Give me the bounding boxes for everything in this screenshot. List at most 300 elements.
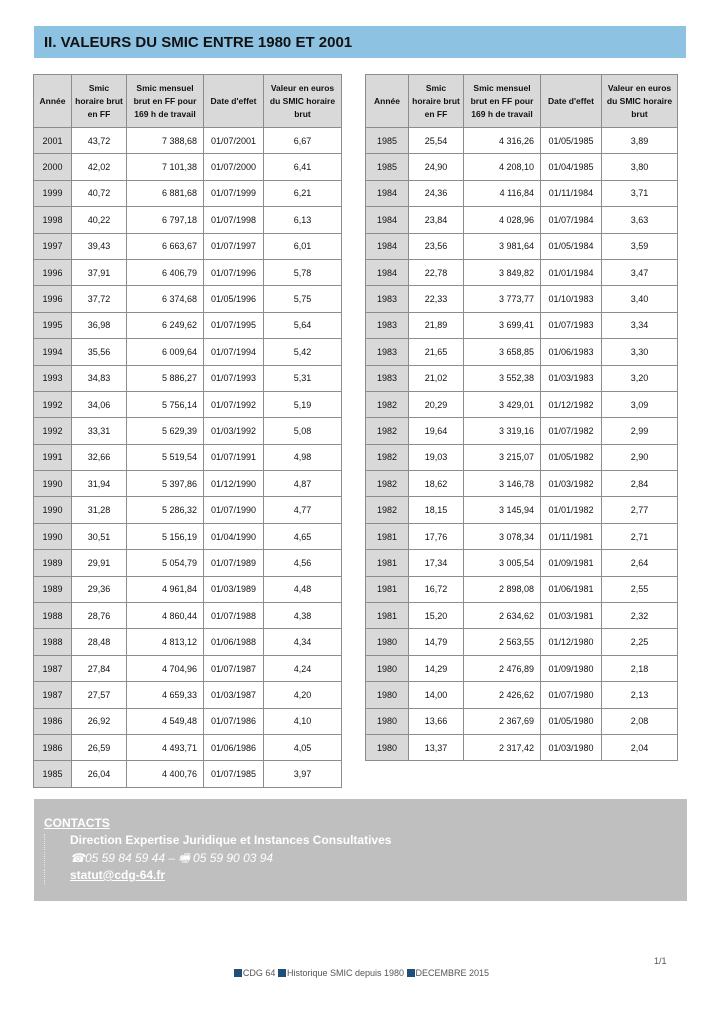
cell-valeur-euros: 4,77 [264, 497, 342, 523]
cell-annee: 1986 [34, 734, 72, 760]
cell-smic-horaire-ff: 18,15 [409, 497, 464, 523]
cell-smic-horaire-ff: 26,92 [72, 708, 127, 734]
cell-date-effet: 01/11/1981 [541, 523, 602, 549]
cell-valeur-euros: 6,21 [264, 180, 342, 206]
cell-annee: 1990 [34, 497, 72, 523]
cell-valeur-euros: 4,38 [264, 603, 342, 629]
table-row [34, 497, 342, 523]
cell-valeur-euros: 6,01 [264, 233, 342, 259]
cell-smic-mensuel-ff: 3 552,38 [464, 365, 541, 391]
table-row [366, 603, 678, 629]
cell-annee: 1996 [34, 259, 72, 285]
cell-annee: 1993 [34, 365, 72, 391]
cell-smic-horaire-ff: 39,43 [72, 233, 127, 259]
cell-smic-mensuel-ff: 2 317,42 [464, 734, 541, 760]
page-number: 1/1 [654, 956, 667, 966]
cell-annee: 1995 [34, 312, 72, 338]
cell-valeur-euros: 3,30 [602, 339, 678, 365]
cell-annee: 1988 [34, 603, 72, 629]
cell-smic-horaire-ff: 29,91 [72, 550, 127, 576]
cell-valeur-euros: 4,24 [264, 655, 342, 681]
cell-annee: 1994 [34, 339, 72, 365]
cell-date-effet: 01/03/1980 [541, 734, 602, 760]
cell-smic-mensuel-ff: 3 849,82 [464, 259, 541, 285]
cell-smic-mensuel-ff: 2 563,55 [464, 629, 541, 655]
cell-smic-mensuel-ff: 2 426,62 [464, 682, 541, 708]
cell-annee: 1983 [366, 312, 409, 338]
cell-valeur-euros: 2,71 [602, 523, 678, 549]
cell-smic-horaire-ff: 19,03 [409, 444, 464, 470]
cell-smic-mensuel-ff: 2 476,89 [464, 655, 541, 681]
cell-valeur-euros: 2,25 [602, 629, 678, 655]
cell-smic-horaire-ff: 33,31 [72, 418, 127, 444]
cell-smic-horaire-ff: 28,48 [72, 629, 127, 655]
table-row [366, 550, 678, 576]
table-row [34, 708, 342, 734]
cell-annee: 1980 [366, 682, 409, 708]
cell-annee: 1985 [34, 761, 72, 787]
cell-date-effet: 01/07/2001 [204, 128, 264, 154]
cell-annee: 1982 [366, 471, 409, 497]
cell-smic-mensuel-ff: 3 145,94 [464, 497, 541, 523]
col-header-smic-horaire-ff: Smic horaire brut en FF [72, 75, 127, 128]
cell-valeur-euros: 5,42 [264, 339, 342, 365]
cell-date-effet: 01/07/1983 [541, 312, 602, 338]
cell-annee: 1982 [366, 497, 409, 523]
cell-valeur-euros: 2,08 [602, 708, 678, 734]
cell-smic-mensuel-ff: 4 316,26 [464, 128, 541, 154]
cell-smic-mensuel-ff: 3 215,07 [464, 444, 541, 470]
cell-valeur-euros: 5,64 [264, 312, 342, 338]
table-row [366, 391, 678, 417]
cell-smic-horaire-ff: 22,33 [409, 286, 464, 312]
cell-valeur-euros: 4,65 [264, 523, 342, 549]
cell-date-effet: 01/04/1985 [541, 154, 602, 180]
cell-date-effet: 01/06/1981 [541, 576, 602, 602]
cell-smic-horaire-ff: 37,91 [72, 259, 127, 285]
cell-valeur-euros: 5,75 [264, 286, 342, 312]
table-row [34, 391, 342, 417]
cell-valeur-euros: 4,56 [264, 550, 342, 576]
cell-valeur-euros: 4,10 [264, 708, 342, 734]
cell-date-effet: 01/07/1997 [204, 233, 264, 259]
cell-smic-horaire-ff: 34,83 [72, 365, 127, 391]
cell-date-effet: 01/07/1990 [204, 497, 264, 523]
cell-smic-horaire-ff: 27,57 [72, 682, 127, 708]
col-header-valeur-euros: Valeur en euros du SMIC horaire brut [264, 75, 342, 128]
cell-annee: 1984 [366, 259, 409, 285]
cell-valeur-euros: 2,13 [602, 682, 678, 708]
cell-smic-mensuel-ff: 4 116,84 [464, 180, 541, 206]
cell-date-effet: 01/07/1985 [204, 761, 264, 787]
table-row [34, 761, 342, 787]
table-row [34, 339, 342, 365]
footer-square-icon [234, 969, 242, 977]
cell-annee: 1980 [366, 655, 409, 681]
table-header-row [34, 75, 342, 128]
cell-annee: 1991 [34, 444, 72, 470]
cell-valeur-euros: 2,32 [602, 603, 678, 629]
cell-smic-mensuel-ff: 2 898,08 [464, 576, 541, 602]
cell-valeur-euros: 2,99 [602, 418, 678, 444]
cell-valeur-euros: 3,59 [602, 233, 678, 259]
cell-smic-mensuel-ff: 5 629,39 [127, 418, 204, 444]
cell-annee: 1984 [366, 180, 409, 206]
cell-date-effet: 01/03/1982 [541, 471, 602, 497]
cell-valeur-euros: 2,04 [602, 734, 678, 760]
table-row [34, 312, 342, 338]
cell-smic-mensuel-ff: 2 634,62 [464, 603, 541, 629]
cell-date-effet: 01/07/1989 [204, 550, 264, 576]
table-row [34, 444, 342, 470]
table-row [366, 708, 678, 734]
cell-annee: 1981 [366, 576, 409, 602]
smic-table-right [365, 74, 678, 761]
cell-valeur-euros: 3,34 [602, 312, 678, 338]
col-header-smic-horaire-ff: Smic horaire brut en FF [409, 75, 464, 128]
cell-smic-horaire-ff: 37,72 [72, 286, 127, 312]
table-row [34, 418, 342, 444]
cell-smic-horaire-ff: 22,78 [409, 259, 464, 285]
cell-annee: 1983 [366, 286, 409, 312]
cell-date-effet: 01/07/1986 [204, 708, 264, 734]
cell-valeur-euros: 2,64 [602, 550, 678, 576]
cell-smic-mensuel-ff: 3 981,64 [464, 233, 541, 259]
cell-annee: 1983 [366, 365, 409, 391]
cell-smic-horaire-ff: 32,66 [72, 444, 127, 470]
cell-valeur-euros: 4,87 [264, 471, 342, 497]
cell-valeur-euros: 2,55 [602, 576, 678, 602]
col-header-valeur-euros: Valeur en euros du SMIC horaire brut [602, 75, 678, 128]
cell-smic-mensuel-ff: 3 078,34 [464, 523, 541, 549]
col-header-smic-mensuel-ff: Smic mensuel brut en FF pour 169 h de travail [464, 75, 541, 128]
cell-smic-horaire-ff: 40,22 [72, 207, 127, 233]
cell-valeur-euros: 5,19 [264, 391, 342, 417]
cell-smic-mensuel-ff: 3 699,41 [464, 312, 541, 338]
cell-smic-mensuel-ff: 3 319,16 [464, 418, 541, 444]
cell-date-effet: 01/05/1985 [541, 128, 602, 154]
cell-smic-horaire-ff: 30,51 [72, 523, 127, 549]
cell-date-effet: 01/01/1984 [541, 259, 602, 285]
cell-smic-horaire-ff: 14,79 [409, 629, 464, 655]
cell-annee: 1992 [34, 418, 72, 444]
cell-annee: 1996 [34, 286, 72, 312]
cell-smic-mensuel-ff: 6 663,67 [127, 233, 204, 259]
cell-valeur-euros: 3,71 [602, 180, 678, 206]
cell-smic-horaire-ff: 36,98 [72, 312, 127, 338]
cell-annee: 1998 [34, 207, 72, 233]
cell-annee: 1980 [366, 708, 409, 734]
cell-valeur-euros: 2,18 [602, 655, 678, 681]
cell-valeur-euros: 6,67 [264, 128, 342, 154]
footer-org: CDG 64 [242, 968, 276, 978]
cell-annee: 1999 [34, 180, 72, 206]
table-row [366, 180, 678, 206]
cell-smic-horaire-ff: 31,94 [72, 471, 127, 497]
cell-smic-horaire-ff: 43,72 [72, 128, 127, 154]
cell-smic-mensuel-ff: 4 493,71 [127, 734, 204, 760]
cell-annee: 1984 [366, 233, 409, 259]
table-row [366, 471, 678, 497]
table-row [34, 655, 342, 681]
cell-date-effet: 01/07/1992 [204, 391, 264, 417]
table-row [366, 523, 678, 549]
cell-smic-mensuel-ff: 4 860,44 [127, 603, 204, 629]
cell-annee: 2001 [34, 128, 72, 154]
cell-date-effet: 01/03/1989 [204, 576, 264, 602]
cell-annee: 1997 [34, 233, 72, 259]
cell-date-effet: 01/07/1987 [204, 655, 264, 681]
cell-valeur-euros: 3,09 [602, 391, 678, 417]
contacts-box [34, 799, 687, 901]
cell-smic-mensuel-ff: 5 886,27 [127, 365, 204, 391]
table-row [366, 312, 678, 338]
cell-smic-horaire-ff: 21,65 [409, 339, 464, 365]
cell-annee: 1980 [366, 734, 409, 760]
cell-date-effet: 01/01/1982 [541, 497, 602, 523]
cell-valeur-euros: 4,20 [264, 682, 342, 708]
table-row [34, 471, 342, 497]
cell-smic-horaire-ff: 42,02 [72, 154, 127, 180]
cell-date-effet: 01/03/1992 [204, 418, 264, 444]
cell-date-effet: 01/07/1994 [204, 339, 264, 365]
cell-date-effet: 01/12/1980 [541, 629, 602, 655]
cell-smic-horaire-ff: 40,72 [72, 180, 127, 206]
cell-smic-mensuel-ff: 4 028,96 [464, 207, 541, 233]
cell-smic-mensuel-ff: 4 704,96 [127, 655, 204, 681]
col-header-smic-mensuel-ff: Smic mensuel brut en FF pour 169 h de travail [127, 75, 204, 128]
table-row [34, 734, 342, 760]
cell-smic-horaire-ff: 25,54 [409, 128, 464, 154]
cell-date-effet: 01/07/1980 [541, 682, 602, 708]
table-row [366, 154, 678, 180]
cell-annee: 1985 [366, 154, 409, 180]
cell-smic-mensuel-ff: 4 961,84 [127, 576, 204, 602]
cell-smic-horaire-ff: 23,84 [409, 207, 464, 233]
cell-valeur-euros: 6,13 [264, 207, 342, 233]
cell-valeur-euros: 5,08 [264, 418, 342, 444]
table-row [34, 682, 342, 708]
cell-annee: 1990 [34, 523, 72, 549]
cell-date-effet: 01/03/1987 [204, 682, 264, 708]
cell-date-effet: 01/07/1993 [204, 365, 264, 391]
cell-smic-mensuel-ff: 3 658,85 [464, 339, 541, 365]
cell-annee: 1984 [366, 207, 409, 233]
cell-smic-horaire-ff: 13,66 [409, 708, 464, 734]
cell-annee: 1986 [34, 708, 72, 734]
cell-date-effet: 01/09/1980 [541, 655, 602, 681]
table-row [366, 339, 678, 365]
table-row [366, 259, 678, 285]
smic-table-left [33, 74, 342, 788]
cell-date-effet: 01/07/1995 [204, 312, 264, 338]
table-row [34, 233, 342, 259]
cell-date-effet: 01/12/1990 [204, 471, 264, 497]
cell-smic-horaire-ff: 34,06 [72, 391, 127, 417]
cell-smic-horaire-ff: 24,36 [409, 180, 464, 206]
cell-date-effet: 01/07/2000 [204, 154, 264, 180]
cell-date-effet: 01/07/1988 [204, 603, 264, 629]
table-row [366, 444, 678, 470]
table-row [34, 207, 342, 233]
cell-valeur-euros: 4,48 [264, 576, 342, 602]
cell-valeur-euros: 3,80 [602, 154, 678, 180]
cell-date-effet: 01/07/1998 [204, 207, 264, 233]
cell-valeur-euros: 4,98 [264, 444, 342, 470]
cell-smic-mensuel-ff: 2 367,69 [464, 708, 541, 734]
cell-smic-mensuel-ff: 4 659,33 [127, 682, 204, 708]
cell-smic-horaire-ff: 13,37 [409, 734, 464, 760]
table-row [34, 286, 342, 312]
cell-smic-mensuel-ff: 5 519,54 [127, 444, 204, 470]
cell-annee: 1980 [366, 629, 409, 655]
cell-annee: 1989 [34, 576, 72, 602]
cell-date-effet: 01/07/1996 [204, 259, 264, 285]
cell-annee: 1982 [366, 418, 409, 444]
cell-valeur-euros: 3,63 [602, 207, 678, 233]
cell-smic-mensuel-ff: 3 005,54 [464, 550, 541, 576]
table-header-row [366, 75, 678, 128]
cell-smic-mensuel-ff: 6 406,79 [127, 259, 204, 285]
cell-smic-horaire-ff: 14,29 [409, 655, 464, 681]
cell-smic-mensuel-ff: 5 054,79 [127, 550, 204, 576]
table-row [34, 603, 342, 629]
cell-smic-horaire-ff: 19,64 [409, 418, 464, 444]
cell-smic-mensuel-ff: 4 549,48 [127, 708, 204, 734]
cell-smic-mensuel-ff: 3 146,78 [464, 471, 541, 497]
cell-smic-mensuel-ff: 6 249,62 [127, 312, 204, 338]
table-row [34, 576, 342, 602]
cell-valeur-euros: 3,89 [602, 128, 678, 154]
cell-date-effet: 01/05/1980 [541, 708, 602, 734]
cell-date-effet: 01/12/1982 [541, 391, 602, 417]
cell-valeur-euros: 3,97 [264, 761, 342, 787]
cell-smic-mensuel-ff: 5 156,19 [127, 523, 204, 549]
table-row [366, 365, 678, 391]
cell-smic-mensuel-ff: 6 881,68 [127, 180, 204, 206]
footer-date: DECEMBRE 2015 [415, 968, 490, 978]
table-row [366, 655, 678, 681]
cell-smic-mensuel-ff: 4 813,12 [127, 629, 204, 655]
contacts-heading: CONTACTS [44, 816, 110, 830]
table-row [366, 497, 678, 523]
table-row [34, 154, 342, 180]
footer-square-icon [278, 969, 286, 977]
cell-smic-horaire-ff: 26,04 [72, 761, 127, 787]
cell-smic-horaire-ff: 17,76 [409, 523, 464, 549]
cell-smic-horaire-ff: 26,59 [72, 734, 127, 760]
cell-date-effet: 01/06/1988 [204, 629, 264, 655]
cell-valeur-euros: 6,41 [264, 154, 342, 180]
cell-annee: 1981 [366, 523, 409, 549]
cell-smic-mensuel-ff: 4 208,10 [464, 154, 541, 180]
cell-annee: 1988 [34, 629, 72, 655]
cell-annee: 1982 [366, 444, 409, 470]
cell-annee: 1990 [34, 471, 72, 497]
cell-smic-horaire-ff: 20,29 [409, 391, 464, 417]
cell-annee: 2000 [34, 154, 72, 180]
cell-smic-mensuel-ff: 6 009,64 [127, 339, 204, 365]
cell-valeur-euros: 3,20 [602, 365, 678, 391]
contacts-phones: ☎05 59 84 59 44 – 🖷 05 59 90 03 94 [70, 850, 687, 868]
cell-annee: 1987 [34, 655, 72, 681]
cell-smic-mensuel-ff: 3 429,01 [464, 391, 541, 417]
cell-annee: 1981 [366, 603, 409, 629]
table-row [366, 128, 678, 154]
table-row [366, 682, 678, 708]
cell-valeur-euros: 2,84 [602, 471, 678, 497]
cell-valeur-euros: 2,77 [602, 497, 678, 523]
cell-valeur-euros: 3,40 [602, 286, 678, 312]
cell-date-effet: 01/05/1984 [541, 233, 602, 259]
cell-smic-mensuel-ff: 4 400,76 [127, 761, 204, 787]
table-row [34, 128, 342, 154]
cell-smic-horaire-ff: 27,84 [72, 655, 127, 681]
cell-date-effet: 01/07/1999 [204, 180, 264, 206]
cell-date-effet: 01/07/1991 [204, 444, 264, 470]
cell-valeur-euros: 2,90 [602, 444, 678, 470]
cell-smic-mensuel-ff: 5 286,32 [127, 497, 204, 523]
cell-annee: 1985 [366, 128, 409, 154]
cell-smic-horaire-ff: 18,62 [409, 471, 464, 497]
cell-smic-mensuel-ff: 5 397,86 [127, 471, 204, 497]
cell-date-effet: 01/04/1990 [204, 523, 264, 549]
table-row [366, 576, 678, 602]
cell-annee: 1983 [366, 339, 409, 365]
cell-smic-horaire-ff: 31,28 [72, 497, 127, 523]
table-row [34, 550, 342, 576]
cell-smic-mensuel-ff: 5 756,14 [127, 391, 204, 417]
cell-smic-horaire-ff: 17,34 [409, 550, 464, 576]
cell-smic-horaire-ff: 14,00 [409, 682, 464, 708]
cell-valeur-euros: 5,31 [264, 365, 342, 391]
footer-doc-title: Historique SMIC depuis 1980 [286, 968, 405, 978]
col-header-date-effet: Date d'effet [204, 75, 264, 128]
table-row [366, 286, 678, 312]
cell-date-effet: 01/03/1981 [541, 603, 602, 629]
col-header-annee: Année [34, 75, 72, 128]
cell-smic-horaire-ff: 21,02 [409, 365, 464, 391]
cell-valeur-euros: 4,05 [264, 734, 342, 760]
cell-smic-mensuel-ff: 7 388,68 [127, 128, 204, 154]
contacts-email-link[interactable]: statut@cdg-64.fr [70, 867, 687, 885]
cell-date-effet: 01/06/1986 [204, 734, 264, 760]
cell-annee: 1982 [366, 391, 409, 417]
cell-annee: 1987 [34, 682, 72, 708]
cell-date-effet: 01/10/1983 [541, 286, 602, 312]
cell-date-effet: 01/05/1996 [204, 286, 264, 312]
cell-smic-horaire-ff: 29,36 [72, 576, 127, 602]
cell-smic-horaire-ff: 28,76 [72, 603, 127, 629]
cell-smic-horaire-ff: 15,20 [409, 603, 464, 629]
cell-annee: 1981 [366, 550, 409, 576]
cell-valeur-euros: 5,78 [264, 259, 342, 285]
table-row [34, 365, 342, 391]
page-title: II. VALEURS DU SMIC ENTRE 1980 ET 2001 [44, 33, 353, 51]
contacts-organization: Direction Expertise Juridique et Instances Consultatives [70, 832, 687, 850]
cell-smic-mensuel-ff: 6 797,18 [127, 207, 204, 233]
cell-smic-mensuel-ff: 3 773,77 [464, 286, 541, 312]
cell-smic-horaire-ff: 16,72 [409, 576, 464, 602]
cell-annee: 1989 [34, 550, 72, 576]
footer-square-icon [407, 969, 415, 977]
cell-date-effet: 01/06/1983 [541, 339, 602, 365]
cell-smic-horaire-ff: 24,90 [409, 154, 464, 180]
cell-smic-horaire-ff: 21,89 [409, 312, 464, 338]
cell-smic-mensuel-ff: 7 101,38 [127, 154, 204, 180]
table-row [366, 734, 678, 760]
footer [0, 968, 723, 978]
